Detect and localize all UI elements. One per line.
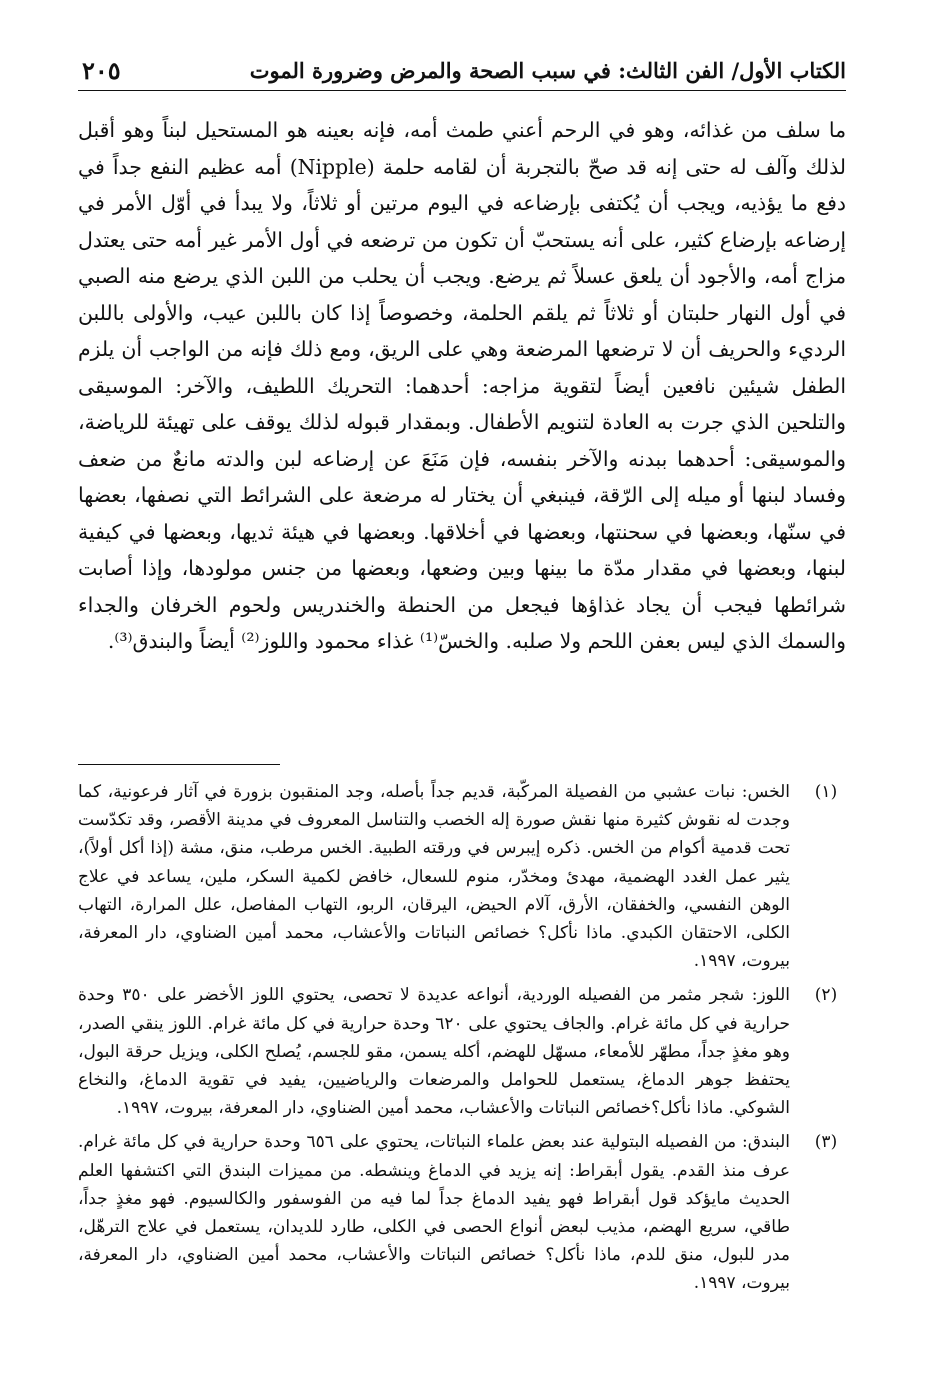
footnote-text: الخس: نبات عشبي من الفصيلة المركّبة، قديم جداً بأصله، وجد المنقبون بزورة في آثار فرعونية، كما وجدت له نقوش كثيرة منها نقش صورة إله الخصب والتناسل المعروف في مدينة الأقصر، وقد تكدّست تحت قدمية أكوام من الخس. ذكره إيبرس في ورقته الطبية. الخس مرطب، منق، مشة (إذا أكل أولاً)، يثير عمل الغدد الهضمية، مهدئ ومخدّر، منوم للسعال، خافض لكمية السكر، ملين، يساعد في علاج الوهن النفسي، والخفقان، الأرق، آلام الحيض، اليرقان، الربو، التهاب المفاصل، علل المرارة، التهاب الكلى، الاحتقان الكبدي. ماذا نأكل؟ خصائص النباتات والأعشاب، محمد أمين الضناوي، دار المعرفة، بيروت، ١٩٩٧. <box>78 782 790 972</box>
running-head: الكتاب الأول/ الفن الثالث: في سبب الصحة والمرض وضرورة الموت <box>249 58 846 83</box>
body-paragraph: ما سلف من غذائه، وهو في الرحم أعني طمث أمه، فإنه بعينه هو المستحيل لبناً وهو أقبل لذلك وآلف له حتى إنه قد صحّ بالتجربة أن لقامه حلمة (Nipple) أمه عظيم النفع جداً في دفع ما يؤذيه، ويجب أن يُكتفى بإرضاعه في اليوم مرتين أو ثلاثاً، ولا يبدأ في أوّل الأمر في إرضاعه بإرضاع كثير، على أنه يستحبّ أن تكون من ترضعه في أول الأمر غير أمه حتى يعتدل مزاج أمه، والأجود أن يلعق عسلاً ثم يرضع. ويجب أن يحلب من اللبن الذي يرضع منه الصبي في أول النهار حلبتان أو ثلاثاً ثم يلقم الحلمة، وخصوصاً إذا كان باللبن عيب، والأولى باللبن الرديء والحريف أن لا ترضعها المرضعة وهي على الريق، ومع ذلك فإنه من الواجب أن يلزم الطفل شيئين نافعين أيضاً لتقوية مزاجه: أحدهما: التحريك اللطيف، والآخر: الموسيقى والتلحين الذي جرت به العادة لتنويم الأطفال. وبمقدار قبوله لذلك يوقف على تهيئة للرياضة، والموسيقى: أحدهما ببدنه والآخر بنفسه، فإن مَنَعَ عن إرضاعه لبن والدته مانعٌ من ضعف وفساد لبنها أو ميله إلى الرّقة، فينبغي أن يختار له مرضعة على الشرائط التي نصفها، بعضها في سنّها، وبعضها في سحنتها، وبعضها في أخلاقها. وبعضها في هيئة ثديها، وبعضها في كيفية لبنها، وبعضها في مقدار مدّة ما بينها وبين وضعها، وبعضها من جنس مولودها، وإذا أصابت شرائطها فيجب أن يجاد غذاؤها فيجعل من الحنطة والخندريس ولحوم الخرفان والجداء والسمك الذي ليس بعفن اللحم ولا صلبه. والخسّ⁽¹⁾ غذاء محمود واللوز⁽²⁾ أيضاً والبندق⁽³⁾. <box>78 118 846 653</box>
footnote-3 <box>78 1128 846 1297</box>
main-text <box>78 112 846 660</box>
footnote-number: (٣) <box>814 1132 838 1153</box>
footnote-separator <box>78 764 280 765</box>
footnotes <box>78 778 846 1304</box>
footnote-text: اللوز: شجر مثمر من الفصيله الوردية، أنواعه عديدة لا تحصى، يحتوي اللوز الأخضر على ٣٥٠ وحدة حرارية في كل مائة غرام. والجاف يحتوي على ٦٢٠ وحدة حرارية في كل مائة غرام. اللوز ينقي الصدر، وهو مغذٍ جداً، مطهّر للأمعاء، مسهّل للهضم، أكله يسمن، مقو للجسم، يُصلح الكلى، ويزيل حرقة البول، يحتفظ جوهر الدماغ، يستعمل للحوامل والمرضعات والرياضيين، يفيد في تقوية الدماغ، والنخاع الشوكي. ماذا نأكل؟خصائص النباتات والأعشاب، محمد أمين الضناوي، دار المعرفة، بيروت، ١٩٩٧. <box>78 985 790 1119</box>
footnote-1 <box>78 778 846 975</box>
footnote-2 <box>78 981 846 1122</box>
footnote-number: (١) <box>814 782 838 802</box>
book-page <box>78 48 846 1368</box>
footnote-number: (٢) <box>814 985 838 1006</box>
page-header <box>78 56 846 91</box>
page-number: ٢٠٥ <box>82 56 121 85</box>
footnote-text: البندق: من الفصيله البتولية عند بعض علماء النباتات، يحتوي على ٦٥٦ وحدة حرارية في كل مائة غرام. عرف منذ القدم. يقول أبقراط: إنه يزيد في الدماغ وينشطه. من مميزات البندق التي اكتشفها العلم الحديث مايؤكد قول أبقراط فهو يفيد الدماغ جداً لما فيه من الفوسفور والكالسيوم. فهو مغذٍ جداً، طاقي، سريع الهضم، مذيب لبعض أنواع الحصى في الكلى، طارد للديدان، يستعمل في علاج الترهّل، مدر للبول، منق للدم، ماذا نأكل؟ خصائص النباتات والأعشاب، محمد أمين الضناوي، دار المعرفة، بيروت، ١٩٩٧. <box>78 1132 790 1294</box>
